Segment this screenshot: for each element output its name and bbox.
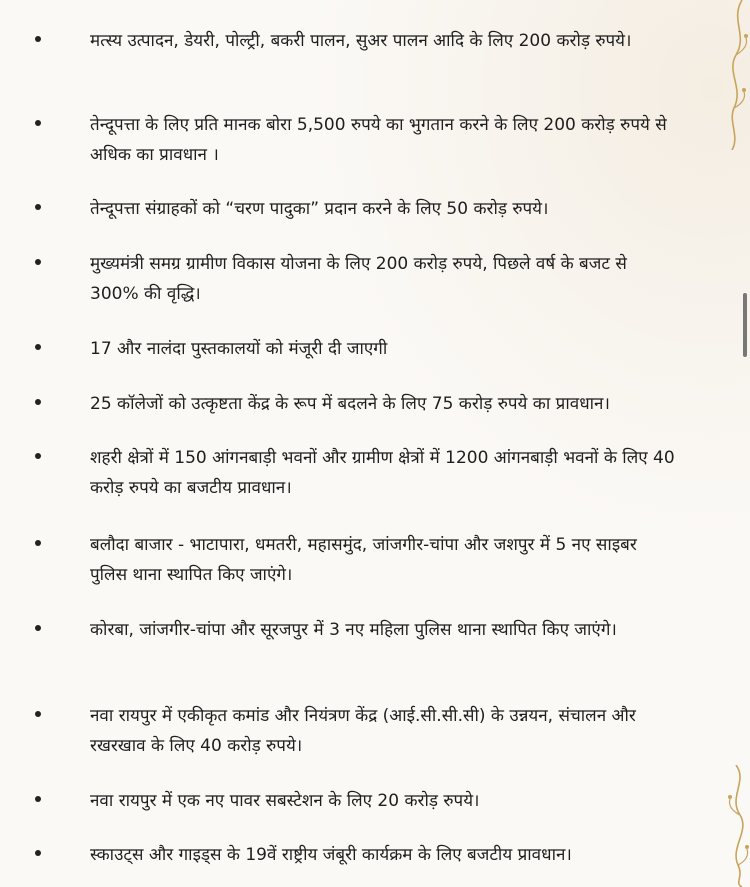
top-right-ornament: [722, 0, 750, 150]
list-item-text: नवा रायपुर में एक नए पावर सबस्टेशन के लिए 20 करोड़ रुपये।: [90, 791, 480, 811]
list-item-text: मुख्यमंत्री समग्र ग्रामीण विकास योजना के लिए 200 करोड़ रुपये, पिछले वर्ष के बजट से 300% की वृद्धि।: [90, 254, 627, 304]
bullet-point: [35, 711, 41, 717]
list-item-text: 17 और नालंदा पुस्तकालयों को मंजूरी दी जाएगी: [90, 339, 388, 359]
bullet-point: [35, 120, 41, 126]
bullet-point: [35, 36, 41, 42]
list-item-text: तेन्दूपत्ता के लिए प्रति मानक बोरा 5,500 रुपये का भुगतान करने के लिए 200 करोड़ रुपये से अधिक का प्रावधान ।: [90, 115, 667, 165]
scrollbar-thumb[interactable]: [743, 293, 747, 357]
list-item-text: मत्स्य उत्पादन, डेयरी, पोल्ट्री, बकरी पालन, सुअर पालन आदि के लिए 200 करोड़ रुपये।: [90, 31, 632, 51]
list-item-text: बलौदा बाजार - भाटापारा, धमतरी, महासमुंद, जांजगीर-चांपा और जशपुर में 5 नए साइबर पुलिस थाना स्थापित किए जाएंगे।: [90, 535, 637, 585]
bullet-point: [35, 204, 41, 210]
list-item-text: स्काउट्स और गाइड्स के 19वें राष्ट्रीय जंबूरी कार्यक्रम के लिए बजटीय प्रावधान।: [90, 845, 572, 865]
bullet-point: [35, 625, 41, 631]
list-item-text: कोरबा, जांजगीर-चांपा और सूरजपुर में 3 नए महिला पुलिस थाना स्थापित किए जाएंगे।: [90, 620, 617, 640]
bottom-right-ornament: [722, 765, 750, 887]
bullet-point: [35, 453, 41, 459]
bullet-point: [35, 259, 41, 265]
list-item-text: 25 कॉलेजों को उत्कृष्टता केंद्र के रूप में बदलने के लिए 75 करोड़ रुपये का प्रावधान।: [90, 394, 610, 414]
list-item-text: शहरी क्षेत्रों में 150 आंगनबाड़ी भवनों और ग्रामीण क्षेत्रों में 1200 आंगनबाड़ी भवनों के लिए 40 करोड़ रुपये का बजटीय प्रावधान।: [90, 448, 675, 498]
bullet-point: [35, 540, 41, 546]
bullet-point: [35, 796, 41, 802]
bullet-point: [35, 850, 41, 856]
bullet-point: [35, 399, 41, 405]
list-item-text: तेन्दूपत्ता संग्राहकों को “चरण पादुका” प्रदान करने के लिए 50 करोड़ रुपये।: [90, 199, 549, 219]
bullet-point: [35, 344, 41, 350]
list-item-text: नवा रायपुर में एकीकृत कमांड और नियंत्रण केंद्र (आई.सी.सी.सी) के उन्नयन, संचालन और रखरखाव के लिए 40 करोड़ रुपये।: [90, 706, 636, 756]
